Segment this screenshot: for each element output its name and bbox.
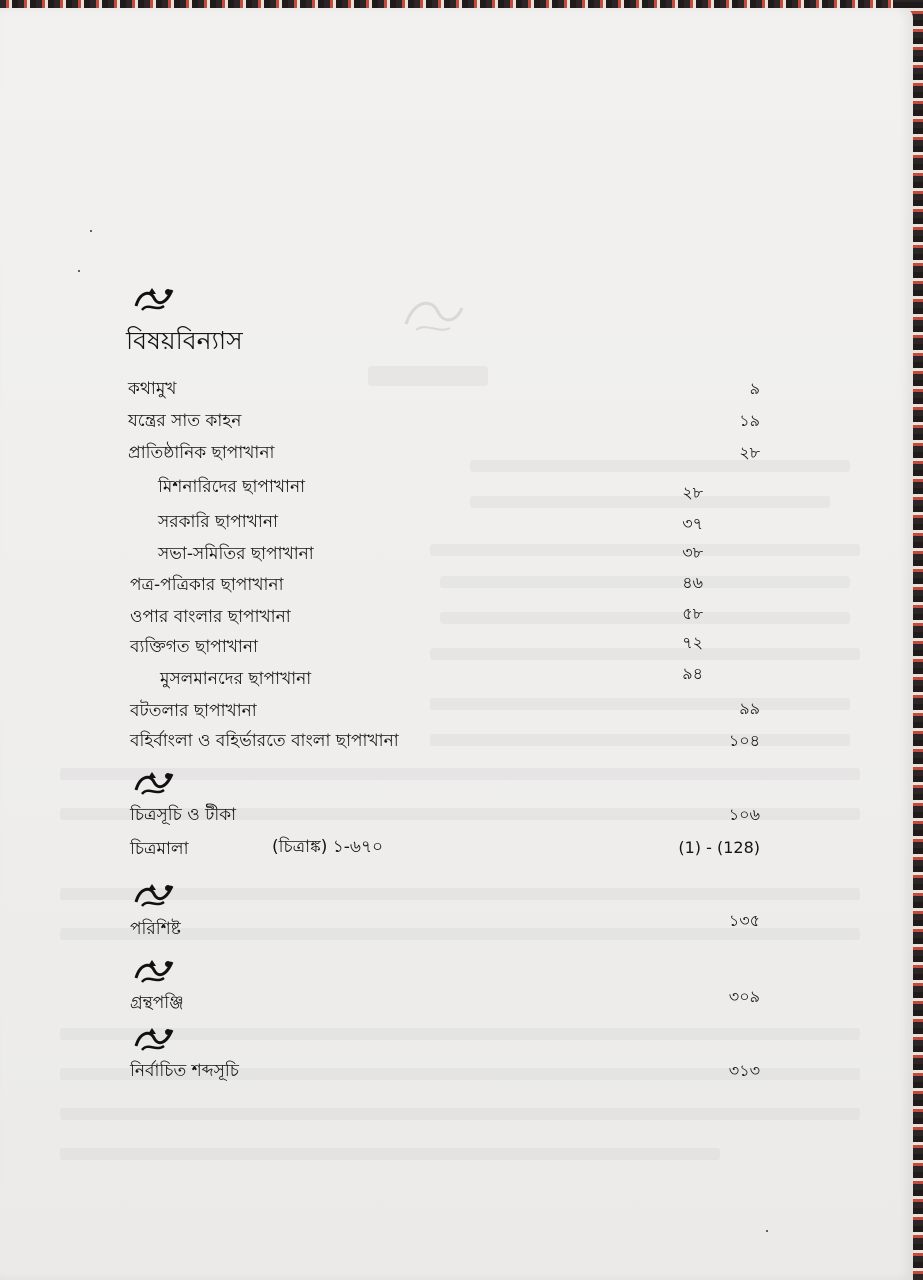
book-page bbox=[0, 8, 913, 1280]
ghost-text bbox=[430, 648, 860, 660]
appendix-title: পরিশিষ্ট bbox=[130, 919, 181, 939]
toc-entry-title: বটতলার ছাপাখানা bbox=[130, 701, 257, 721]
toc-subentry-title: সরকারি ছাপাখানা bbox=[158, 512, 278, 532]
toc-entry-title: প্রাতিষ্ঠানিক ছাপাখানা bbox=[128, 443, 275, 463]
toc-entry-title: বহির্বাংলা ও বহির্ভারতে বাংলা ছাপাখানা bbox=[130, 731, 399, 751]
floral-ornament-icon bbox=[132, 284, 176, 314]
toc-entry-page: ৯৯ bbox=[739, 699, 760, 718]
toc-subentry-page: ৩৮ bbox=[682, 543, 703, 562]
illustration-notes-page: ১০৬ bbox=[728, 805, 760, 824]
ghost-text bbox=[430, 698, 850, 710]
glossary-page: ৩১৩ bbox=[728, 1061, 760, 1080]
paper-speck bbox=[766, 1230, 768, 1232]
ghost-ornament-icon bbox=[398, 294, 468, 338]
toc-entry-title: কথামুখ bbox=[128, 379, 177, 399]
toc-entry-page: ১০৪ bbox=[728, 731, 760, 750]
toc-entry-page: ৪৬ bbox=[682, 573, 703, 592]
ghost-text bbox=[440, 612, 850, 624]
ghost-text bbox=[440, 576, 850, 588]
toc-entry-page: ৯ bbox=[749, 379, 760, 398]
toc-entry-title: যন্ত্রের সাত কাহন bbox=[128, 411, 242, 431]
ghost-text bbox=[470, 460, 850, 472]
ghost-text bbox=[60, 768, 860, 780]
toc-subentry-title: মুসলমানদের ছাপাখানা bbox=[160, 669, 312, 689]
ghost-text bbox=[60, 1108, 860, 1120]
toc-entry-title: ব্যক্তিগত ছাপাখানা bbox=[130, 637, 258, 657]
floral-ornament-icon bbox=[132, 768, 176, 798]
gallery-page: (1) - (128) bbox=[678, 838, 760, 857]
gallery-range: (চিত্রাঙ্ক) ১-৬৭০ bbox=[272, 837, 384, 857]
ghost-text bbox=[60, 1148, 720, 1160]
toc-subentry-page: ৯৪ bbox=[682, 664, 703, 683]
toc-subentry-title: মিশনারিদের ছাপাখানা bbox=[158, 477, 306, 497]
toc-subentry-title: সভা-সমিতির ছাপাখানা bbox=[158, 544, 314, 564]
toc-entry-title: পত্র-পত্রিকার ছাপাখানা bbox=[130, 575, 284, 595]
bibliography-title: গ্রন্থপঞ্জি bbox=[130, 993, 184, 1013]
ghost-text bbox=[60, 888, 860, 900]
appendix-page: ১৩৫ bbox=[728, 911, 760, 930]
bibliography-page: ৩০৯ bbox=[728, 987, 760, 1006]
floral-ornament-icon bbox=[132, 880, 176, 910]
paper-speck bbox=[78, 270, 80, 272]
toc-entry-title: ওপার বাংলার ছাপাখানা bbox=[130, 607, 291, 627]
gallery-title: চিত্রমালা bbox=[130, 839, 189, 859]
floral-ornament-icon bbox=[132, 956, 176, 986]
toc-subentry-page: ২৮ bbox=[682, 483, 703, 502]
paper-speck bbox=[90, 230, 92, 232]
ghost-text bbox=[430, 544, 860, 556]
ghost-text bbox=[430, 734, 850, 746]
illustration-notes-title: চিত্রসূচি ও টীকা bbox=[130, 805, 237, 825]
ghost-text bbox=[60, 1028, 860, 1040]
toc-entry-page: ২৮ bbox=[739, 443, 760, 462]
glossary-title: নির্বাচিত শব্দসূচি bbox=[130, 1061, 239, 1081]
ghost-text bbox=[470, 496, 830, 508]
toc-entry-page: ৭২ bbox=[682, 633, 703, 652]
toc-entry-page: ৫৮ bbox=[682, 604, 703, 623]
ghost-text bbox=[368, 366, 488, 386]
toc-entry-page: ১৯ bbox=[739, 411, 760, 430]
section-heading: বিষয়বিন্যাস bbox=[126, 326, 243, 355]
toc-subentry-page: ৩৭ bbox=[682, 514, 703, 533]
floral-ornament-icon bbox=[132, 1024, 176, 1054]
